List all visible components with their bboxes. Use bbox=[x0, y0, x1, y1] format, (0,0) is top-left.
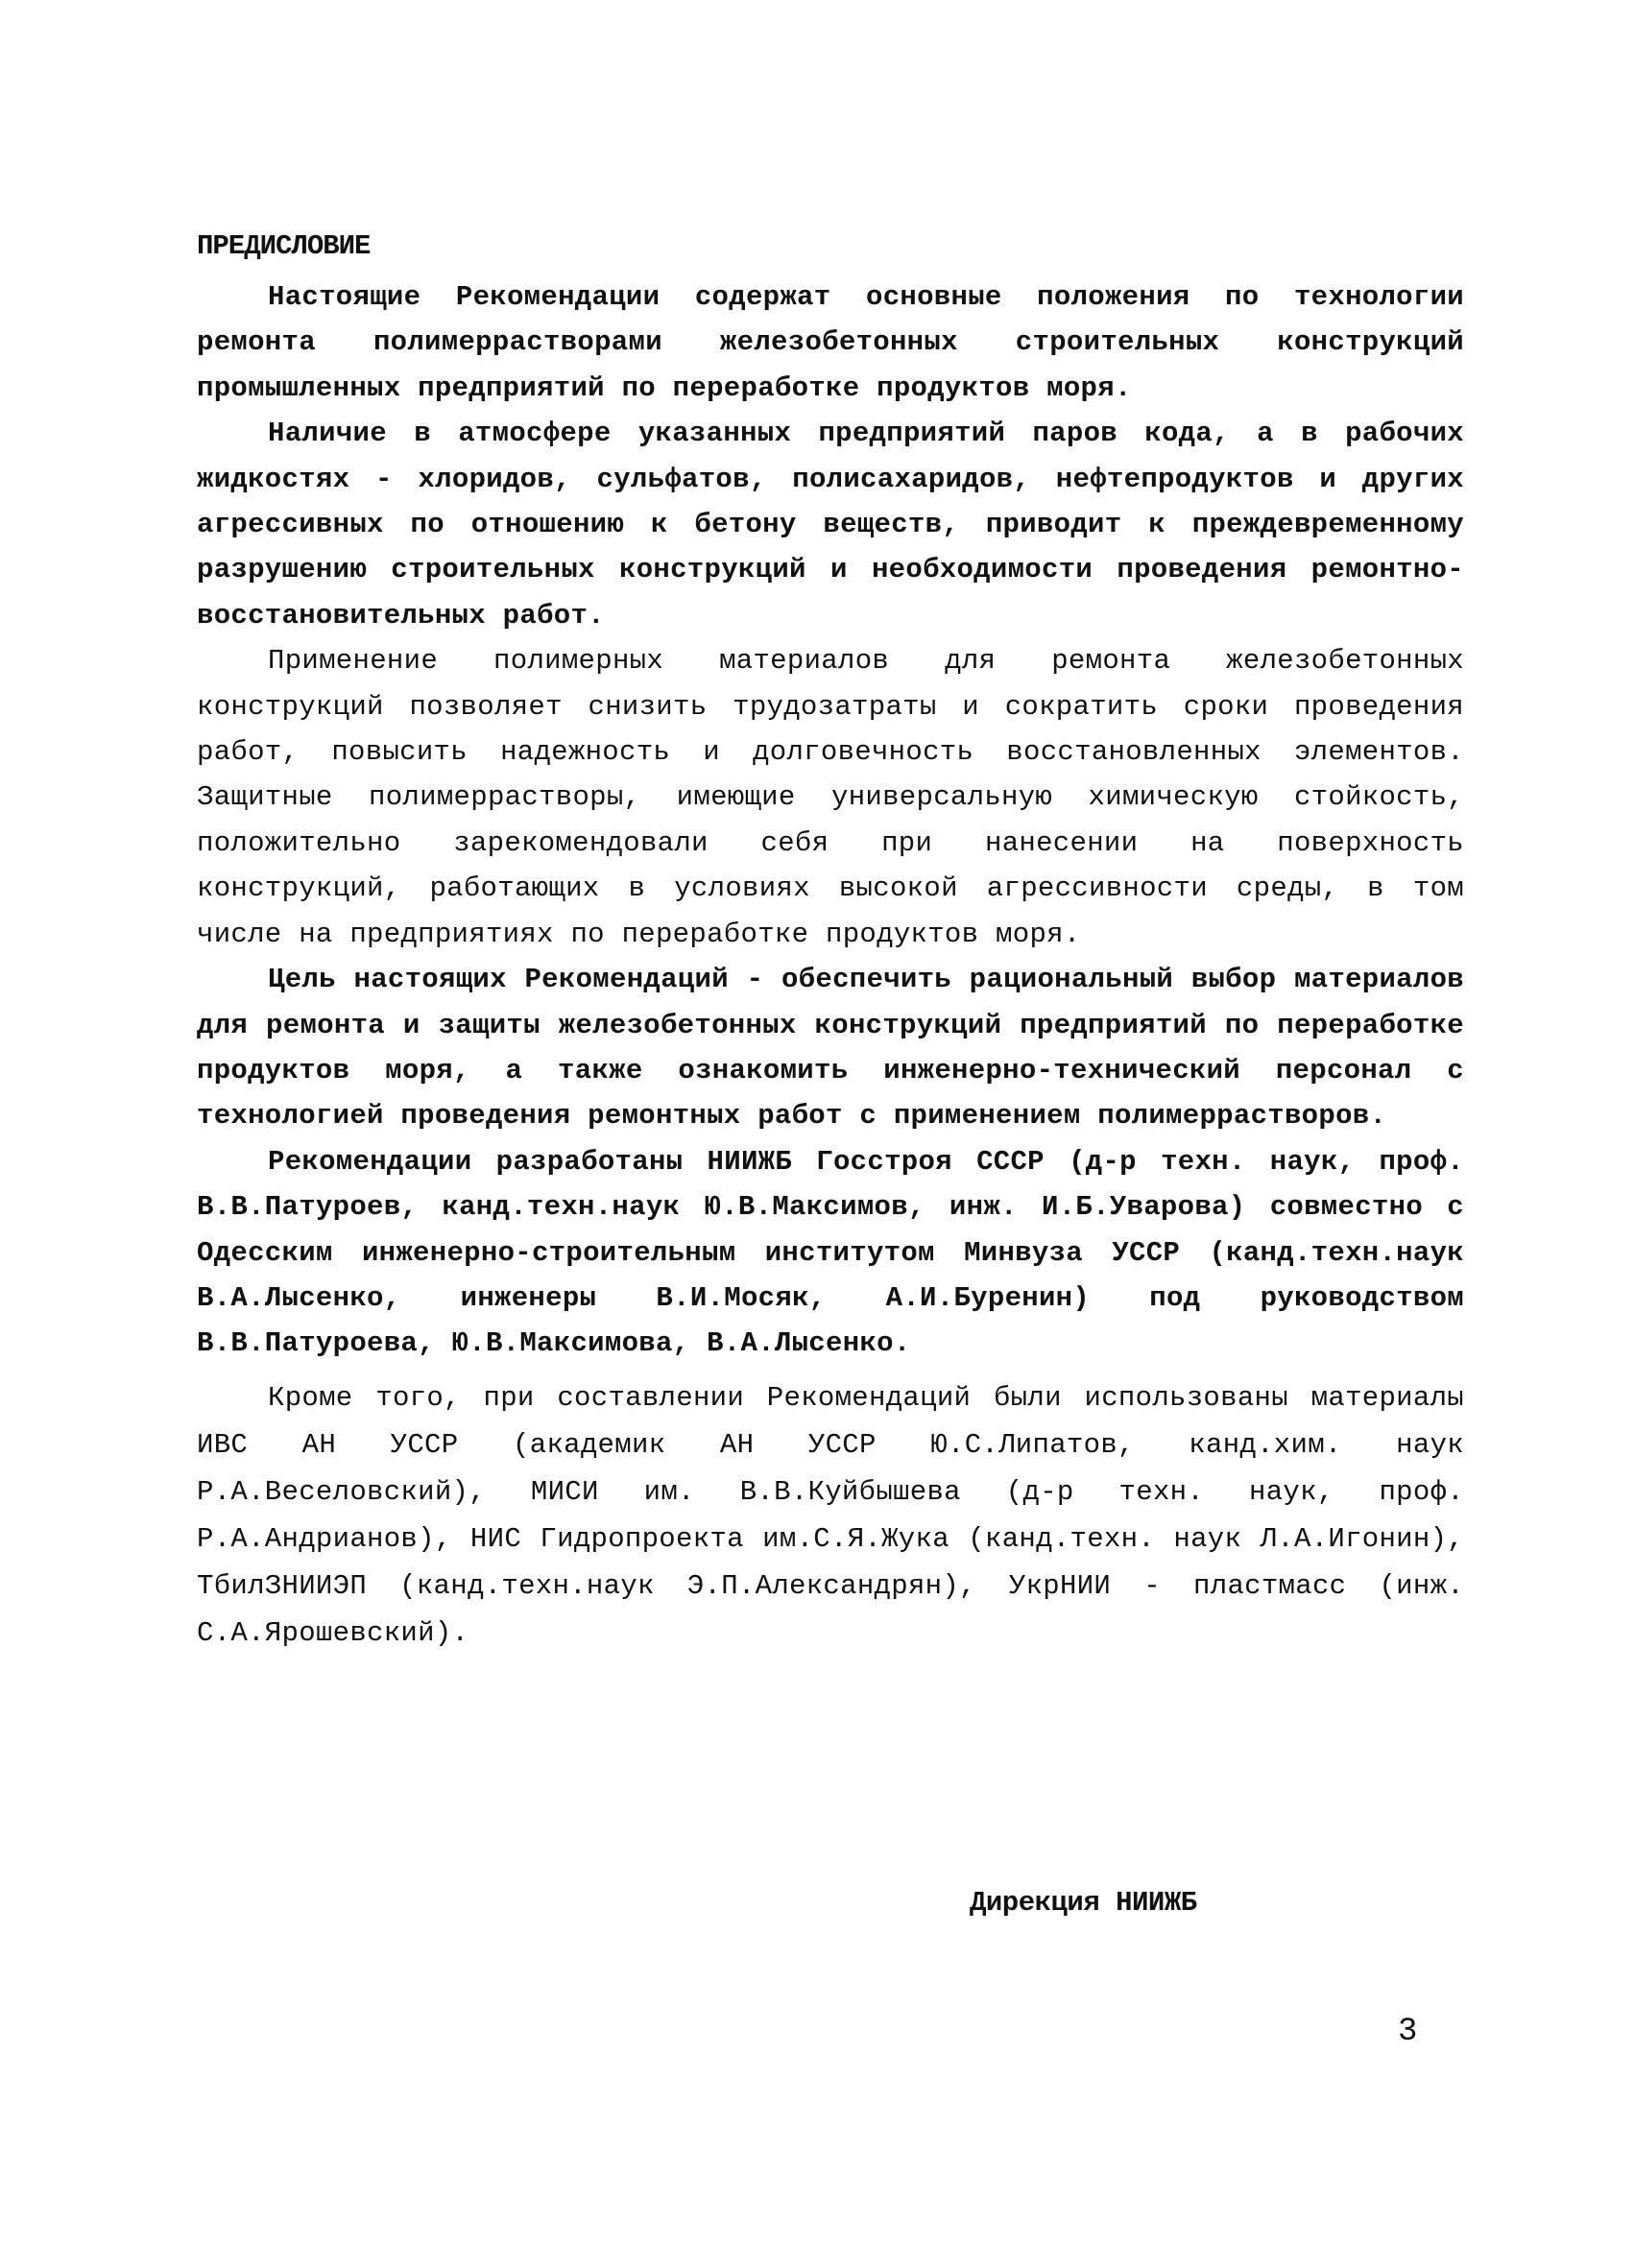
paragraph-causes: Наличие в атмосфере указанных предприятий паров кода, а в рабочих жидкостях - хлоридов, сульфатов, полисахаридов, нефтепродуктов и других агрессивных по отношению к бетону веществ, приводит к преждевременному разрушению строительных конструкций и необходимости проведения ремонтно-восстановительных работ. bbox=[197, 418, 1464, 632]
page-number: 3 bbox=[1398, 2014, 1418, 2050]
paragraph-authors: Рекомендации разработаны НИИЖБ Госстроя СССР (д-р техн. наук, проф. В.В.Патуроев, канд.техн.наук Ю.В.Максимов, инж. И.Б.Уварова) совместно с Одесским инженерно-строительным институтом Минвуза УССР (канд.техн.наук В.А.Лысенко, инженеры В.И.Мосяк, А.И.Буренин) под руководством В.В.Патуроева, Ю.В.Максимова, В.А.Лысенко. bbox=[197, 1145, 1464, 1360]
section-heading: ПРЕДИСЛОВИЕ bbox=[197, 230, 371, 262]
body-text bbox=[197, 275, 1464, 1657]
paragraph-contributors: Кроме того, при составлении Рекомендаций были использованы материалы ИВС АН УССР (академик АН УССР Ю.С.Липатов, канд.хим. наук Р.А.Веселовский), МИСИ им. В.В.Куйбышева (д-р техн. наук, проф. Р.А.Андрианов), НИС Гидропроекта им.С.Я.Жука (канд.техн. наук Л.А.Игонин), ТбилЗНИИЭП (канд.техн.наук Э.П.Александрян), УкрНИИ - пластмасс (инж. С.А.Ярошевский). bbox=[197, 1381, 1464, 1649]
paragraph-intro: Настоящие Рекомендации содержат основные положения по технологии ремонта полимеррастворами железобетонных строительных конструкций промышленных предприятий по переработке продуктов моря. bbox=[197, 281, 1464, 404]
signature: Дирекция НИИЖБ bbox=[970, 1887, 1197, 1919]
paragraph-goal: Цель настоящих Рекомендаций - обеспечить рациональный выбор материалов для ремонта и защиты железобетонных конструкций предприятий по переработке продуктов моря, а также ознакомить инженерно-технический персонал с технологией проведения ремонтных работ с применением полимеррастворов. bbox=[197, 964, 1464, 1133]
paragraph-application: Применение полимерных материалов для ремонта железобетонных конструкций позволяет снизить трудозатраты и сократить сроки проведения работ, повысить надежность и долговечность восстановленных элементов. Защитные полимеррастворы, имеющие универсальную химическую стойкость, положительно зарекомендовали себя при нанесении на поверхность конструкций, работающих в условиях высокой агрессивности среды, в том числе на предприятиях по переработке продуктов моря. bbox=[197, 645, 1464, 950]
